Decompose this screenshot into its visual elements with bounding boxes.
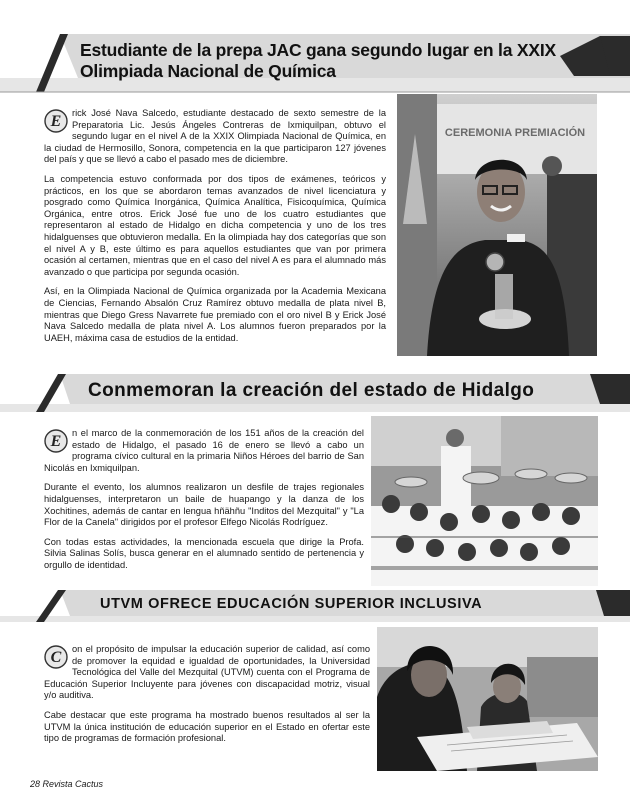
- article1-paragraph-2: La competencia estuvo conformada por dos tipos de exámenes, teóricos y prácticos, en los que se abordaron temas avanzados de nivel licenciatura y posgrado como Química Inorgánica, Química Analítica, Fisicoquímica, Química Orgánica, entre otros. Erick José fue uno de los cuatro estudiantes que representaron al estado de Hidalgo en dicha competencia y uno de los tres hidalguenses que obtuvieron medalla. En la olimpiada hay dos categorías que son el nivel A y B, este último es para aquellos estudiantes que van por primera ocasión al certamen, mientras que en el caso del nivel A es para el alumnado más avanzado o que participa por segunda ocasión.: [44, 173, 386, 277]
- article3-dropcap-letter: C: [50, 649, 62, 666]
- article2-body: [44, 428, 364, 580]
- article1-header: [0, 34, 630, 96]
- article1-body: [44, 108, 386, 352]
- article2-paragraph-2: Durante el evento, los alumnos realizaron un desfile de trajes regionales hidalguenses, interpretaron un baile de huapango y la danza de los Xochitines, además de cantar en lengua hñähñu "Inditos del Mezquital" y "La Flor de la Canela" dirigidos por el profesor Elfego Nicolás Rodríguez.: [44, 482, 364, 528]
- article3-body: [44, 644, 370, 753]
- article1-paragraph-1: rick José Nava Salcedo, estudiante destacado de sexto semestre de la Preparatoria Lic. Jesús Ángeles Contreras de Ixmiquilpan, obtuvo el segundo lugar en el nivel A de la XXIX Olimpiada Nacional de Química, en la ciudad de Hermosillo, Sonora, competencia en la que participaron 127 jóvenes del país y que se llevó a cabo el pasado mes de diciembre.: [44, 108, 386, 165]
- article2-header: [0, 374, 630, 414]
- school-children-photo: [371, 416, 598, 586]
- article3-paragraph: [44, 644, 370, 702]
- article2-paragraph-3: Con todas estas actividades, la mencionada escuela que dirige la Profa. Silvia Salinas Solís, busca generar en el alumnado sentido de pertenencia y orgullo de identidad.: [44, 536, 364, 570]
- article1-title: Estudiante de la prepa JAC gana segundo lugar en la XXIX Olimpiada Nacional de Química: [80, 40, 556, 81]
- article1-dropcap: [44, 109, 68, 133]
- article2-dropcap-letter: E: [50, 433, 62, 450]
- article2-paragraph: [44, 428, 364, 474]
- article1-dropcap-letter: E: [50, 113, 62, 130]
- photo-sign-text: CEREMONIA PREMIACIÓN: [444, 127, 586, 139]
- article3-dropcap: [44, 645, 68, 669]
- article3-paragraph-1: on el propósito de impulsar la educación superior de calidad, así como de promover la equidad e igualdad de oportunidades, la Universidad Tecnológica del Valle del Mezquital (UTVM) cuenta con el Programa de Educación Superior Incluyente para jóvenes con discapacidad motriz, visual y/o auditiva.: [44, 644, 370, 701]
- article3-header: [0, 590, 630, 624]
- article1-paragraph: [44, 108, 386, 166]
- article1-paragraph-3: Así, en la Olimpiada Nacional de Química organizada por la Academia Mexicana de Ciencias, Fernando Absalón Cruz Ramírez obtuvo medalla de plata nivel B, mientras que Diego Gress Navarrete fue premiado con el oro nivel B y Erick José Nava Salcedo medalla de plata nivel A. Los alumnos fueron preparados por la UAEH, máxima casa de estudios de la entidad.: [44, 286, 386, 343]
- student-medal-photo: [397, 94, 597, 356]
- article2-title: Conmemoran la creación del estado de Hidalgo: [88, 380, 535, 401]
- article3-paragraph-2: Cabe destacar que este programa ha mostrado buenos resultados al ser la UTVM la única institución de educación superior en el Estado en ofertar este tipo de programas de formación profesional.: [44, 709, 370, 744]
- article2-dropcap: [44, 429, 68, 453]
- students-studying-photo: [377, 627, 598, 771]
- article3-title: UTVM OFRECE EDUCACIÓN SUPERIOR INCLUSIVA: [100, 596, 483, 612]
- page-footer: 28 Revista Cactus: [30, 779, 104, 789]
- article2-paragraph-1: n el marco de la conmemoración de los 151 años de la creación del estado de Hidalgo, el pasado 16 de enero se llevó a cabo un programa cívico cultural en la primaria Niños Héroes del barrio de San Nicolás en Ixmiquilpan.: [44, 428, 364, 473]
